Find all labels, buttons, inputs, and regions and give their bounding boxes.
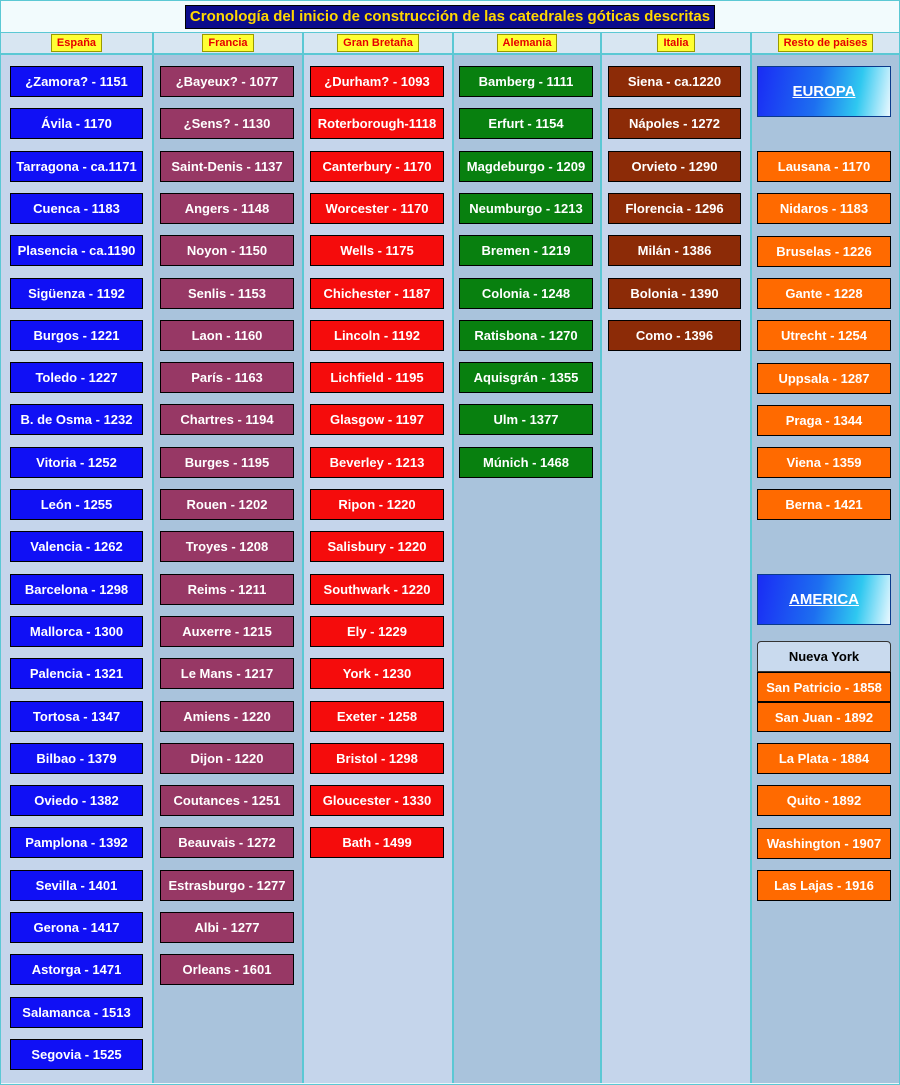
cathedral-item-it[interactable]	[608, 278, 741, 309]
cathedral-item-it[interactable]	[608, 151, 741, 182]
cathedral-item-label: Le Mans - 1217	[180, 666, 274, 681]
cathedral-item-label: Ávila - 1170	[41, 116, 112, 131]
cathedral-item-label: Worcester - 1170	[325, 201, 429, 216]
cathedral-item-ot-ny[interactable]	[757, 702, 891, 732]
cathedral-item-label: La Plata - 1884	[778, 751, 870, 766]
cathedral-item-label: ¿Zamora? - 1151	[25, 74, 128, 89]
cathedral-item-label: Florencia - 1296	[625, 201, 724, 216]
cathedral-item-label: Ripon - 1220	[338, 497, 416, 512]
cathedral-item-label: Praga - 1344	[785, 413, 863, 428]
cathedral-item-label: Múnich - 1468	[483, 455, 569, 470]
cathedral-item-label: Berna - 1421	[785, 497, 863, 512]
cathedral-item-label: Sevilla - 1401	[35, 878, 118, 893]
cathedral-item-es[interactable]	[10, 912, 143, 943]
cathedral-item-gb[interactable]	[310, 108, 444, 139]
cathedral-item-label: Saint-Denis - 1137	[171, 159, 283, 174]
cathedral-item-gb[interactable]	[310, 320, 444, 351]
cathedral-item-fr[interactable]	[160, 827, 294, 858]
cathedral-item-fr[interactable]	[160, 108, 294, 139]
cathedral-item-label: Palencia - 1321	[29, 666, 124, 681]
cathedral-item-label: Gante - 1228	[785, 286, 863, 301]
cathedral-item-label: Utrecht - 1254	[781, 328, 867, 343]
cathedral-item-label: Albi - 1277	[194, 920, 260, 935]
nueva-york-header	[757, 641, 891, 672]
cathedral-item-label: Ulm - 1377	[493, 412, 559, 427]
cathedral-item-label: Gerona - 1417	[33, 920, 120, 935]
cathedral-item-ot-america[interactable]	[757, 828, 891, 859]
cathedral-item-label: Barcelona - 1298	[24, 582, 129, 597]
page-title: Cronología del inicio de construcción de las catedrales góticas descritas	[185, 5, 715, 29]
cathedral-item-gb[interactable]	[310, 193, 444, 224]
cathedral-item-ot-europe[interactable]	[757, 151, 891, 182]
nueva-york-label: Nueva York	[788, 649, 860, 664]
cathedral-item-label: Nápoles - 1272	[628, 116, 721, 131]
cathedral-item-label: Roterborough-1118	[317, 116, 437, 131]
cathedral-item-de[interactable]	[459, 447, 593, 478]
cathedral-item-de[interactable]	[459, 404, 593, 435]
cathedral-item-label: Ratisbona - 1270	[474, 328, 578, 343]
cathedral-item-fr[interactable]	[160, 870, 294, 901]
cathedral-item-label: York - 1230	[342, 666, 412, 681]
cathedral-item-es[interactable]	[10, 1039, 143, 1070]
cathedral-item-label: Cuenca - 1183	[33, 201, 120, 216]
cathedral-item-ot-europe[interactable]	[757, 363, 891, 394]
cathedral-item-label: París - 1163	[191, 370, 263, 385]
cathedral-item-ot-europe[interactable]	[757, 236, 891, 267]
cathedral-item-fr[interactable]	[160, 193, 294, 224]
cathedral-item-label: León - 1255	[40, 497, 113, 512]
cathedral-item-label: Como - 1396	[635, 328, 714, 343]
cathedral-item-label: Bremen - 1219	[481, 243, 571, 258]
cathedral-item-es[interactable]	[10, 827, 143, 858]
cathedral-item-label: ¿Sens? - 1130	[183, 116, 271, 131]
cathedral-item-label: Aquisgrán - 1355	[473, 370, 579, 385]
cathedral-item-es[interactable]	[10, 574, 143, 605]
cathedral-item-es[interactable]	[10, 151, 143, 182]
cathedral-item-label: Burges - 1195	[184, 455, 270, 470]
cathedral-item-gb[interactable]	[310, 151, 444, 182]
cathedral-item-label: Laon - 1160	[191, 328, 263, 343]
cathedral-item-es[interactable]	[10, 743, 143, 774]
cathedral-item-label: Rouen - 1202	[186, 497, 268, 512]
cathedral-item-fr[interactable]	[160, 447, 294, 478]
cathedral-item-label: Noyon - 1150	[186, 243, 268, 258]
cathedral-item-gb[interactable]	[310, 489, 444, 520]
cathedral-item-label: Bolonia - 1390	[630, 286, 719, 301]
cathedral-item-label: Estrasburgo - 1277	[168, 878, 286, 893]
cathedral-item-ot-america[interactable]	[757, 743, 891, 774]
cathedral-item-es[interactable]	[10, 489, 143, 520]
cathedral-item-label: Lichfield - 1195	[330, 370, 424, 385]
cathedral-item-label: Lincoln - 1192	[334, 328, 420, 343]
cathedral-item-gb[interactable]	[310, 362, 444, 393]
cathedral-item-label: San Patricio - 1858	[766, 679, 882, 695]
cathedral-item-gb[interactable]	[310, 531, 444, 562]
cathedral-item-label: Tarragona - ca.1171	[16, 159, 137, 174]
cathedral-item-fr[interactable]	[160, 912, 294, 943]
cathedral-item-fr[interactable]	[160, 658, 294, 689]
cathedral-item-label: Neumburgo - 1213	[469, 201, 583, 216]
cathedral-item-label: Senlis - 1153	[187, 286, 267, 301]
cathedral-item-label: Angers - 1148	[184, 201, 270, 216]
cathedral-item-label: Colonia - 1248	[481, 286, 571, 301]
cathedral-item-gb[interactable]	[310, 447, 444, 478]
cathedral-item-it[interactable]	[608, 193, 741, 224]
cathedral-item-label: Erfurt - 1154	[488, 116, 564, 131]
cathedral-item-label: Viena - 1359	[786, 455, 862, 470]
cathedral-item-label: Amiens - 1220	[183, 709, 271, 724]
cathedral-item-label: Ely - 1229	[347, 624, 407, 639]
cathedral-item-gb[interactable]	[310, 404, 444, 435]
cathedral-item-label: San Juan - 1892	[774, 709, 874, 725]
cathedral-item-label: Chartres - 1194	[180, 412, 274, 427]
cathedral-item-fr[interactable]	[160, 235, 294, 266]
cathedral-item-fr[interactable]	[160, 404, 294, 435]
cathedral-item-label: Astorga - 1471	[31, 962, 122, 977]
cathedral-item-label: Exeter - 1258	[336, 709, 418, 724]
cathedral-item-label: Nidaros - 1183	[779, 201, 869, 216]
cathedral-item-label: Plasencia - ca.1190	[17, 243, 136, 258]
cathedral-item-fr[interactable]	[160, 531, 294, 562]
cathedral-item-gb[interactable]	[310, 658, 444, 689]
cathedral-item-de[interactable]	[459, 193, 593, 224]
cathedral-item-es[interactable]	[10, 997, 143, 1028]
cathedral-item-de[interactable]	[459, 362, 593, 393]
column-header-resto: Resto de paises	[778, 34, 874, 52]
cathedral-item-es[interactable]	[10, 193, 143, 224]
cathedral-item-label: Burgos - 1221	[33, 328, 120, 343]
cathedral-item-es[interactable]	[10, 362, 143, 393]
cathedral-item-label: Salamanca - 1513	[22, 1005, 131, 1020]
cathedral-item-label: ¿Durham? - 1093	[324, 74, 430, 89]
cathedral-item-es[interactable]	[10, 616, 143, 647]
cathedral-item-label: Orleans - 1601	[182, 962, 272, 977]
cathedral-item-label: Washington - 1907	[766, 836, 882, 851]
cathedral-item-label: Reims - 1211	[187, 582, 267, 597]
cathedral-item-gb[interactable]	[310, 827, 444, 858]
cathedral-item-es[interactable]	[10, 66, 143, 97]
cathedral-item-es[interactable]	[10, 320, 143, 351]
cathedral-item-ot-europe[interactable]	[757, 405, 891, 436]
cathedral-item-es[interactable]	[10, 701, 143, 732]
cathedral-item-es[interactable]	[10, 658, 143, 689]
cathedral-item-de[interactable]	[459, 66, 593, 97]
cathedral-item-de[interactable]	[459, 108, 593, 139]
cathedral-item-gb[interactable]	[310, 66, 444, 97]
cathedral-item-label: Salisbury - 1220	[327, 539, 427, 554]
cathedral-item-gb[interactable]	[310, 574, 444, 605]
cathedral-item-label: Chichester - 1187	[323, 286, 431, 301]
cathedral-item-fr[interactable]	[160, 278, 294, 309]
cathedral-item-label: Dijon - 1220	[190, 751, 264, 766]
column-italia	[600, 33, 750, 1083]
cathedral-item-ot-europe[interactable]	[757, 193, 891, 224]
cathedral-item-label: Orvieto - 1290	[631, 159, 718, 174]
europa-banner-label: EUROPA	[792, 83, 856, 100]
cathedral-item-it[interactable]	[608, 320, 741, 351]
cathedral-item-label: Magdeburgo - 1209	[466, 159, 586, 174]
cathedral-item-label: Mallorca - 1300	[29, 624, 124, 639]
cathedral-item-es[interactable]	[10, 531, 143, 562]
cathedral-item-fr[interactable]	[160, 151, 294, 182]
cathedral-item-ot-europe[interactable]	[757, 320, 891, 351]
cathedral-item-es[interactable]	[10, 404, 143, 435]
cathedral-item-label: Southwark - 1220	[323, 582, 431, 597]
cathedral-item-label: Gloucester - 1330	[322, 793, 432, 808]
cathedral-item-es[interactable]	[10, 785, 143, 816]
cathedral-item-gb[interactable]	[310, 701, 444, 732]
cathedral-item-label: Glasgow - 1197	[330, 412, 424, 427]
cathedral-item-fr[interactable]	[160, 574, 294, 605]
column-header-gran-bretana: Gran Bretaña	[337, 34, 419, 52]
cathedral-item-es[interactable]	[10, 870, 143, 901]
cathedral-item-it[interactable]	[608, 235, 741, 266]
europa-banner[interactable]	[757, 66, 891, 117]
cathedral-item-label: B. de Osma - 1232	[20, 412, 133, 427]
cathedral-item-label: Sigüenza - 1192	[28, 286, 125, 301]
cathedral-item-label: Pamplona - 1392	[25, 835, 128, 850]
cathedral-item-label: Troyes - 1208	[185, 539, 269, 554]
cathedral-item-label: Bruselas - 1226	[776, 244, 872, 259]
cathedral-item-label: Quito - 1892	[786, 793, 862, 808]
column-header-alemania: Alemania	[497, 34, 558, 52]
cathedral-item-it[interactable]	[608, 108, 741, 139]
cathedral-item-fr[interactable]	[160, 616, 294, 647]
cathedral-item-fr[interactable]	[160, 743, 294, 774]
cathedral-item-label: Bilbao - 1379	[36, 751, 117, 766]
cathedral-item-fr[interactable]	[160, 954, 294, 985]
cathedral-item-label: Canterbury - 1170	[322, 159, 432, 174]
cathedral-item-label: Beauvais - 1272	[178, 835, 276, 850]
cathedral-item-label: Bath - 1499	[342, 835, 412, 850]
column-header-italia: Italia	[657, 34, 694, 52]
cathedral-item-gb[interactable]	[310, 616, 444, 647]
cathedral-item-label: Valencia - 1262	[30, 539, 123, 554]
america-banner-label: AMERICA	[789, 591, 859, 608]
cathedral-item-label: Beverley - 1213	[329, 455, 425, 470]
column-header-espana: España	[51, 34, 102, 52]
cathedral-item-label: Auxerre - 1215	[182, 624, 272, 639]
cathedral-item-label: Toledo - 1227	[35, 370, 118, 385]
cathedral-item-label: Tortosa - 1347	[32, 709, 121, 724]
column-header-francia: Francia	[202, 34, 253, 52]
cathedral-item-es[interactable]	[10, 447, 143, 478]
cathedral-item-label: Las Lajas - 1916	[774, 878, 874, 893]
cathedral-item-de[interactable]	[459, 320, 593, 351]
cathedral-item-de[interactable]	[459, 278, 593, 309]
cathedral-item-label: Uppsala - 1287	[778, 371, 870, 386]
cathedral-item-label: Siena - ca.1220	[627, 74, 722, 89]
cathedral-item-label: Lausana - 1170	[777, 159, 871, 174]
cathedral-item-fr[interactable]	[160, 320, 294, 351]
cathedral-item-es[interactable]	[10, 954, 143, 985]
cathedral-item-fr[interactable]	[160, 785, 294, 816]
cathedral-item-fr[interactable]	[160, 66, 294, 97]
cathedral-item-fr[interactable]	[160, 701, 294, 732]
cathedral-item-label: ¿Bayeux? - 1077	[175, 74, 279, 89]
cathedral-item-it[interactable]	[608, 66, 741, 97]
cathedral-item-gb[interactable]	[310, 278, 444, 309]
cathedral-item-label: Bamberg - 1111	[478, 74, 574, 89]
cathedral-item-es[interactable]	[10, 108, 143, 139]
cathedral-item-gb[interactable]	[310, 743, 444, 774]
cathedral-item-gb[interactable]	[310, 785, 444, 816]
cathedral-item-de[interactable]	[459, 235, 593, 266]
cathedral-item-gb[interactable]	[310, 235, 444, 266]
cathedral-item-label: Wells - 1175	[340, 243, 414, 258]
cathedral-item-es[interactable]	[10, 235, 143, 266]
cathedral-item-label: Oviedo - 1382	[34, 793, 119, 808]
title-bar	[1, 1, 899, 34]
cathedral-item-de[interactable]	[459, 151, 593, 182]
cathedral-item-ot-europe[interactable]	[757, 447, 891, 478]
cathedral-item-ot-europe[interactable]	[757, 489, 891, 520]
column-resto-de-paises	[750, 33, 899, 1083]
cathedral-item-ot-ny[interactable]	[757, 672, 891, 702]
cathedral-item-ot-america[interactable]	[757, 870, 891, 901]
cathedral-item-ot-america[interactable]	[757, 785, 891, 816]
column-alemania	[452, 33, 600, 1083]
cathedral-item-label: Milán - 1386	[637, 243, 712, 258]
cathedral-item-label: Segovia - 1525	[31, 1047, 122, 1062]
america-banner[interactable]	[757, 574, 891, 625]
cathedral-item-label: Coutances - 1251	[173, 793, 281, 808]
cathedral-item-label: Vitoria - 1252	[36, 455, 117, 470]
cathedral-item-fr[interactable]	[160, 362, 294, 393]
cathedral-item-label: Bristol - 1298	[336, 751, 418, 766]
cathedral-item-ot-europe[interactable]	[757, 278, 891, 309]
cathedral-item-es[interactable]	[10, 278, 143, 309]
cathedral-item-fr[interactable]	[160, 489, 294, 520]
